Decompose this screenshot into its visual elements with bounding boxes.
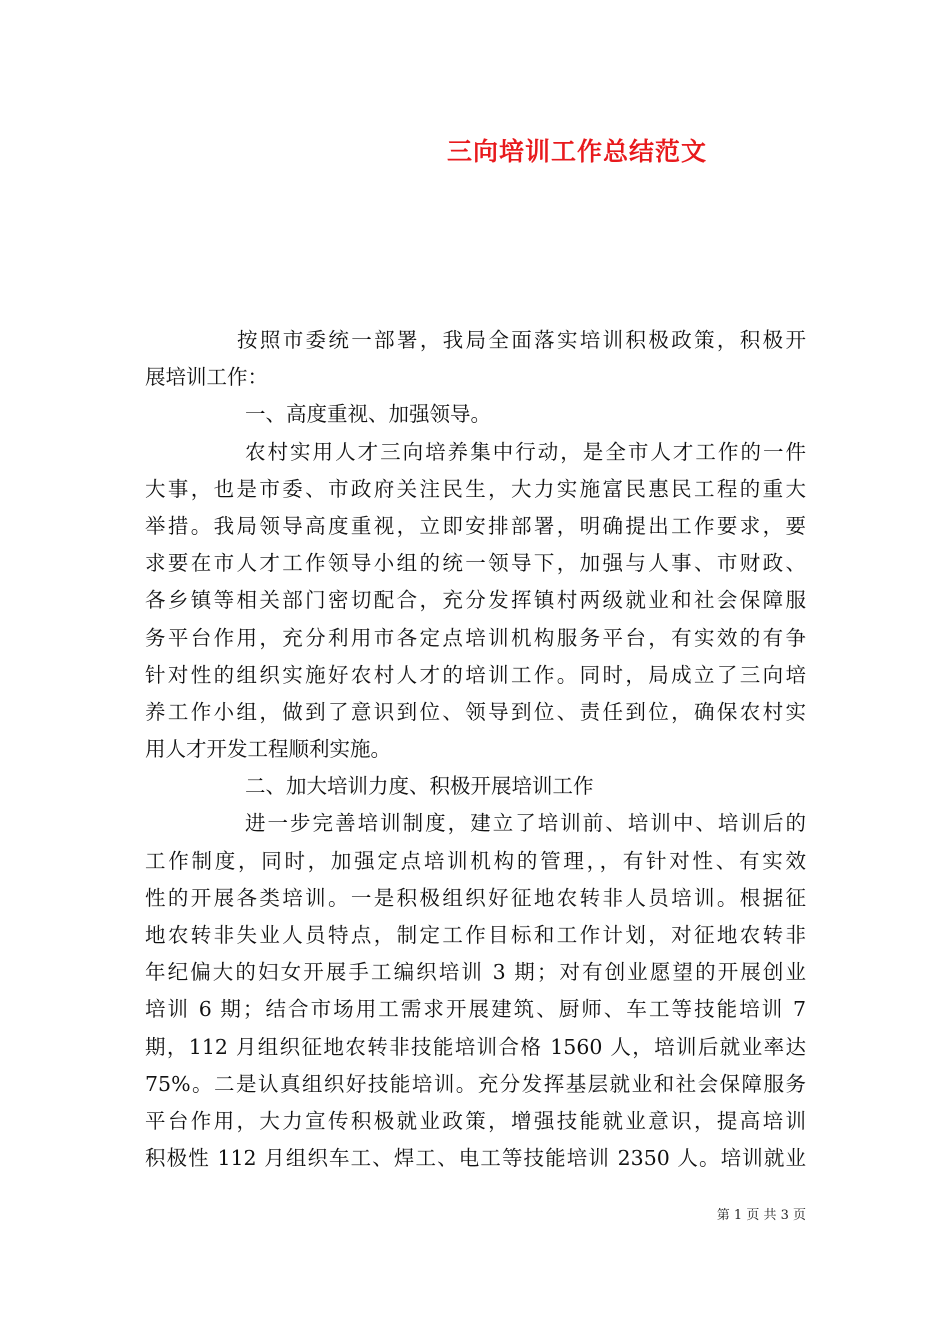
- text-line: 求要在市人才工作领导小组的统一领导下，加强与人事、市财政、: [145, 551, 806, 576]
- text-line: 75%。二是认真组织好技能培训。充分发挥基层就业和社会保障服务: [145, 1071, 806, 1096]
- text-line: 进一步完善培训制度，建立了培训前、培训中、培训后的: [245, 811, 806, 836]
- text-line: 用人才开发工程顺利实施。: [145, 737, 391, 762]
- text-line: 积极性 112 月组织车工、焊工、电工等技能培训 2350 人。培训就业: [145, 1146, 806, 1171]
- text-line: 按照市委统一部署，我局全面落实培训积极政策，积极开: [237, 328, 806, 352]
- section-heading: 一、高度重视、加强领导。: [245, 402, 491, 427]
- section-heading: 二、加大培训力度、积极开展培训工作: [245, 774, 594, 799]
- text-line: 培训 6 期；结合市场用工需求开展建筑、厨师、车工等技能培训 7: [145, 997, 806, 1022]
- document-body: [145, 322, 806, 1177]
- text-line: 期，112 月组织征地农转非技能培训合格 1560 人，培训后就业率达: [145, 1034, 806, 1059]
- page-number: 第 1 页 共 3 页: [716, 1208, 806, 1223]
- text-line: 工作制度，同时，加强定点培训机构的管理，，有针对性、有实效: [145, 848, 806, 873]
- text-line: 针对性的组织实施好农村人才的培训工作。同时，局成立了三向培: [145, 662, 806, 687]
- text-line: 大事，也是市委、市政府关注民生，大力实施富民惠民工程的重大: [145, 476, 806, 501]
- text-line: 地农转非失业人员特点，制定工作目标和工作计划，对征地农转非: [145, 923, 806, 947]
- text-line: 性的开展各类培训。一是积极组织好征地农转非人员培训。根据征: [145, 885, 806, 910]
- text-line: 养工作小组，做到了意识到位、领导到位、责任到位，确保农村实: [145, 699, 806, 724]
- text-line: 举措。我局领导高度重视，立即安排部署，明确提出工作要求，要: [145, 513, 806, 538]
- text-line: 农村实用人才三向培养集中行动，是全市人才工作的一件: [245, 439, 806, 464]
- document-title: 三向培训工作总结范文: [446, 137, 707, 166]
- text-line: 各乡镇等相关部门密切配合，充分发挥镇村两级就业和社会保障服: [145, 588, 806, 613]
- text-line: 务平台作用，充分利用市各定点培训机构服务平台，有实效的有争: [145, 625, 806, 650]
- text-line: 平台作用，大力宣传积极就业政策，增强技能就业意识，提高培训: [145, 1108, 806, 1133]
- text-line: 展培训工作：: [145, 365, 268, 390]
- text-line: 年纪偏大的妇女开展手工编织培训 3 期；对有创业愿望的开展创业: [145, 960, 806, 985]
